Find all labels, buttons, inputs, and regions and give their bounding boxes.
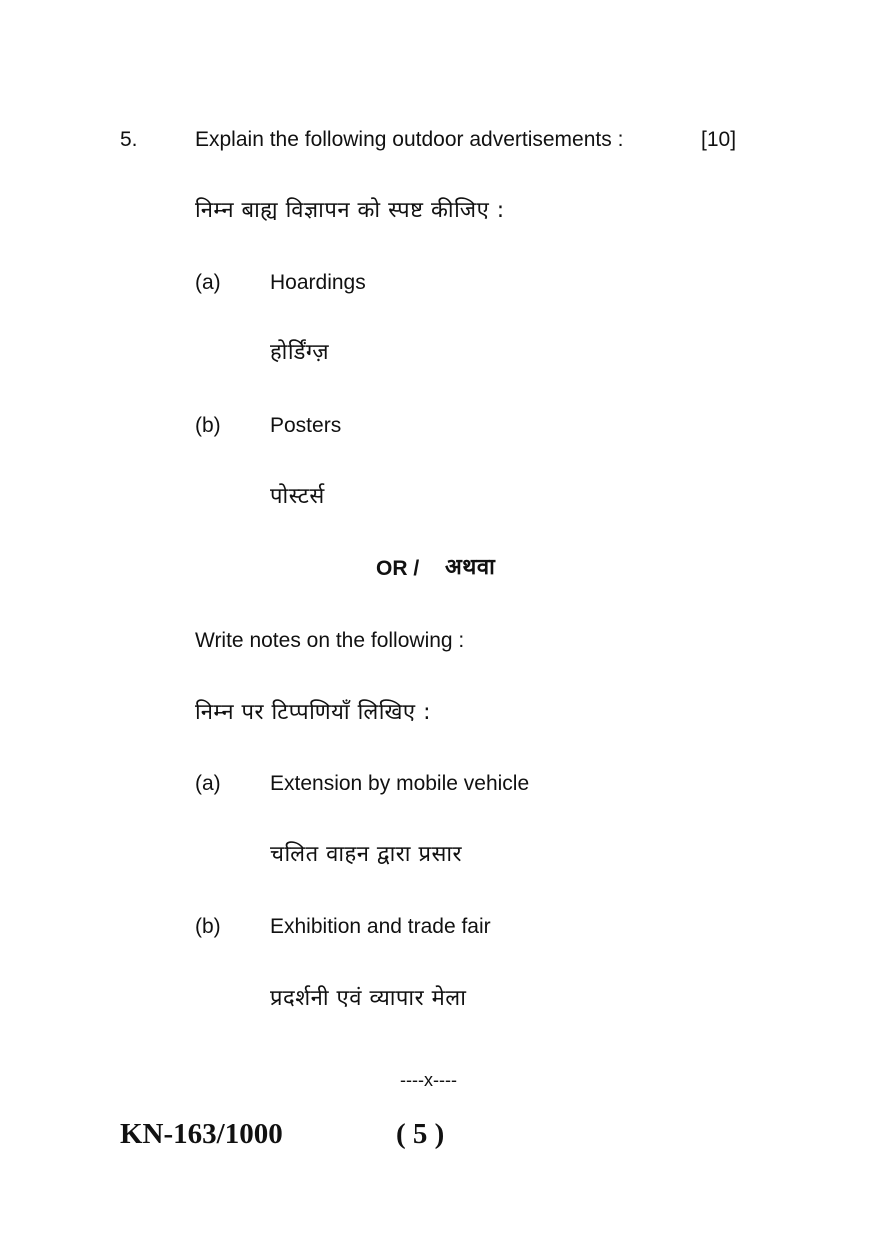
part-label: (a): [195, 772, 221, 795]
end-marker: ----x----: [400, 1070, 457, 1090]
part-text-en: Hoardings: [270, 271, 366, 294]
part-label: (b): [195, 915, 221, 938]
or-separator-en: OR /: [376, 557, 420, 580]
part-text-hi: होर्डिंग्ज़: [270, 340, 330, 365]
part-text-en: Posters: [270, 414, 342, 437]
alt-question-text-en: Write notes on the following :: [195, 629, 465, 652]
part-text-hi: चलित वाहन द्वारा प्रसार: [270, 842, 463, 867]
alt-question-text-hi: निम्न पर टिप्पणियाँ लिखिए :: [195, 700, 432, 725]
part-text-hi: प्रदर्शनी एवं व्यापार मेला: [270, 986, 467, 1011]
part-label: (b): [195, 414, 221, 437]
paper-code: KN-163/1000: [120, 1118, 283, 1150]
part-text-en: Extension by mobile vehicle: [270, 772, 530, 795]
question-marks: [10]: [701, 128, 737, 151]
question-number: 5.: [120, 128, 138, 151]
question-text-en: Explain the following outdoor advertisements :: [195, 128, 624, 151]
part-text-hi: पोस्टर्स: [270, 484, 325, 509]
page-number: ( 5 ): [396, 1118, 445, 1150]
part-label: (a): [195, 271, 221, 294]
or-separator-hi: अथवा: [445, 555, 496, 580]
part-text-en: Exhibition and trade fair: [270, 915, 491, 938]
question-text-hi: निम्न बाह्य विज्ञापन को स्पष्ट कीजिए :: [195, 198, 505, 223]
